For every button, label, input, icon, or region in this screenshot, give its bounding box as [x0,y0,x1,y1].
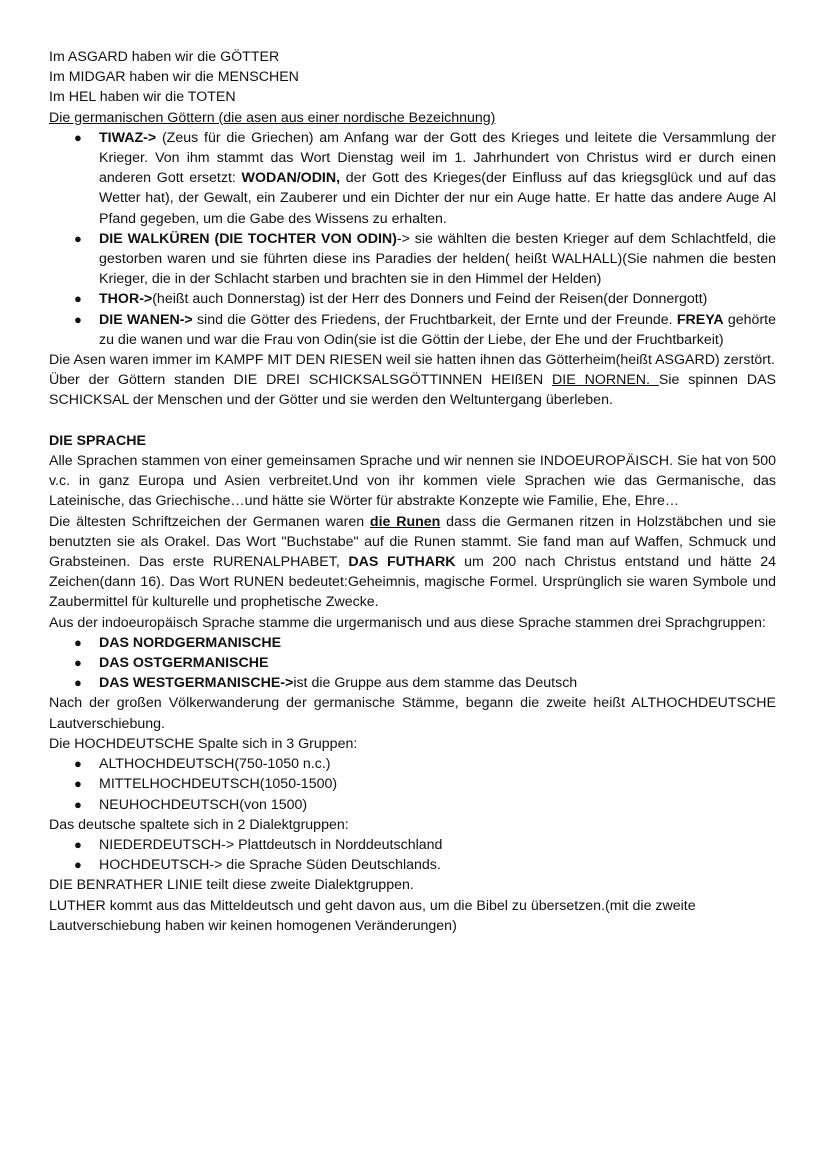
dialekt-list [49,835,776,875]
bullet-icon: ● [74,230,82,246]
sprache-paragraph-8: LUTHER kommt aus das Mitteldeutsch und geht davon aus, um die Bibel zu übersetzen.(mit die zweite Lautverschiebung haben wir keinen homogenen Veränderungen) [49,897,696,934]
sprachgruppen-list [49,633,776,694]
nornen-link: DIE NORNEN. [552,372,659,389]
god-name-wanen: DIE WANEN-> [99,311,193,328]
intro-midgar: Im MIDGAR haben wir die MENSCHEN [49,69,299,86]
god-name-odin: WODAN/ODIN, [241,170,341,187]
group-west: DAS WESTGERMANISCHE-> [99,675,294,692]
walkueren-text: -> sie wählten die besten Krieger auf dem Schlachtfeld, die gestorben waren und sie führten diese ins Paradies der helden( heißt WALHALL)(Sie nahmen die besten Krieger, die in der Schlacht starben und brachten sie in den Himmel der Helden) [99,230,776,288]
runen-term: die Runen [369,513,441,530]
wanen-text-1: sind die Götter des Friedens, der Fruchtbarkeit, der Ernte und der Freunde. [192,311,677,328]
bullet-icon: ● [74,836,82,852]
tiwaz-text-2: der Gott des Krieges(der Einfluss auf das kriegsglück und auf das Wetter hat), der Gewalt, ein Zauberer und ein Dichter der nur ein Auge hatte. Er hatte das andere Auge Al Pfand gegeben, um die Gabe des Wissens zu erhalten. [99,170,776,227]
list-item-nordgermanisch [49,633,776,653]
group-west-text: ist die Gruppe aus dem stamme das Deutsch [293,675,578,692]
wanen-text-2: gehörte zu die wanen und war die Frau von Odin(sie ist die Göttin der Liebe, der Ehe und der Fruchtbarkeit) [99,311,776,348]
hoch-neu: NEUHOCHDEUTSCH(von 1500) [99,796,308,813]
section-title-sprache: DIE SPRACHE [49,432,146,449]
hoch-mittel: MITTELHOCHDEUTSCH(1050-1500) [99,776,338,793]
hochdeutsch-list [49,754,776,815]
nornen-text-2: Sie spinnen DAS SCHICKSAL der Menschen und der Götter und sie werden den Weltuntergang überleben. [49,372,776,409]
group-nord: DAS NORDGERMANISCHE [99,634,282,651]
sprache-paragraph-3: Aus der indoeuropäisch Sprache stamme die urgermanisch und aus diese Sprache stammen drei Sprachgruppen: [49,614,766,631]
runen-text-b: dass die Germanen ritzen in Holzstäbchen und sie benutzten sie als Orakel. Das Wort "Buchstabe" auf die Runen stammt. Sie fand man auf Waffen, Schmuck und Grabsteinen. Das erste RURENALPHABET, [49,513,776,571]
god-name-thor: THOR-> [99,291,153,308]
gods-heading: Die germanischen Göttern (die asen aus einer nordische Bezeichnung) [49,109,496,126]
intro-asgard: Im ASGARD haben wir die GÖTTER [49,49,280,65]
dialekt-hoch: HOCHDEUTSCH-> die Sprache Süden Deutschlands. [99,857,441,874]
list-item-althochdeutsch [49,754,776,774]
spacer [49,411,776,431]
list-item-mittelhochdeutsch [49,774,776,794]
gods-list [49,128,776,350]
hoch-alt: ALTHOCHDEUTSCH(750-1050 n.c.) [99,756,331,773]
god-name-freya: FREYA [676,311,724,328]
sprache-paragraph-1: Alle Sprachen stammen von einer gemeinsamen Sprache und wir nennen sie INDOEUROPÄISCH. Sie hat von 500 v.c. in ganz Europa und Asien verbreitet.Und von ihr kommen viele Sprachen wie das Germanische, das Lateinische, das Griechische…und hätte sie Wörter für abstrakte Konzepte wie Familie, Ehe, Ehre… [49,453,776,510]
runen-text-c: um 200 nach Christus entstand und hätte 24 Zeichen(dann 16). Das Wort RUNEN bedeutet:Geheimnis, magische Formel. Ursprünglich sie waren Symbole und Zaubermittel für kulturelle und prophetische Zwecke. [49,554,776,611]
list-item-tiwaz [49,128,776,229]
futhark-term: DAS FUTHARK [348,554,456,571]
nornen-text-1: Über der Göttern standen DIE DREI SCHICKSALSGÖTTINNEN HEIßEN [49,372,553,389]
bullet-icon: ● [74,756,82,772]
sprache-paragraph-2 [49,512,776,613]
runen-text-a: Die ältesten Schriftzeichen der Germanen waren [49,513,370,530]
list-item-westgermanisch [49,673,776,693]
asen-paragraph: Die Asen waren immer im KAMPF MIT DEN RIESEN weil sie hatten ihnen das Götterheim(heißt ASGARD) zerstört. [49,352,775,369]
list-item-wanen [49,310,776,350]
sprache-paragraph-7: DIE BENRATHER LINIE teilt diese zweite Dialektgruppen. [49,877,414,894]
bullet-icon: ● [74,675,82,691]
god-name-walkueren: DIE WALKÜREN (DIE TOCHTER VON ODIN) [99,230,397,247]
bullet-icon: ● [74,634,82,650]
bullet-icon: ● [74,857,82,873]
sprache-paragraph-4: Nach der großen Völkerwanderung der germanische Stämme, begann die zweite heißt ALTHOCHDEUTSCHE Lautverschiebung. [49,695,776,732]
tiwaz-text-1: (Zeus für die Griechen) am Anfang war der Gott des Krieges und leitete die Versammlung der Krieger. Von ihm stammt das Wort Dienstag weil im 1. Jahrhundert von Christus wird er durch einen anderen Gott ersetzt: [99,129,776,187]
sprache-paragraph-6: Das deutsche spaltete sich in 2 Dialektgruppen: [49,816,349,833]
dialekt-nieder: NIEDERDEUTSCH-> Plattdeutsch in Norddeutschland [99,836,443,853]
list-item-thor [49,289,776,309]
sprache-paragraph-5: Die HOCHDEUTSCHE Spalte sich in 3 Gruppen: [49,735,358,752]
list-item-ostgermanisch [49,653,776,673]
bullet-icon: ● [74,311,82,327]
bullet-icon: ● [74,776,82,792]
list-item-neuhochdeutsch [49,795,776,815]
group-ost: DAS OSTGERMANISCHE [99,655,269,672]
bullet-icon: ● [74,129,82,145]
bullet-icon: ● [74,655,82,671]
list-item-walkueren [49,229,776,290]
bullet-icon: ● [74,796,82,812]
intro-hel: Im HEL haben wir die TOTEN [49,89,236,106]
list-item-niederdeutsch [49,835,776,855]
god-name-tiwaz: TIWAZ-> [99,129,157,146]
list-item-hochdeutsch [49,855,776,875]
nornen-paragraph [49,370,776,410]
bullet-icon: ● [74,291,82,307]
thor-text: (heißt auch Donnerstag) ist der Herr des Donners und Feind der Reisen(der Donnergott) [152,291,708,308]
